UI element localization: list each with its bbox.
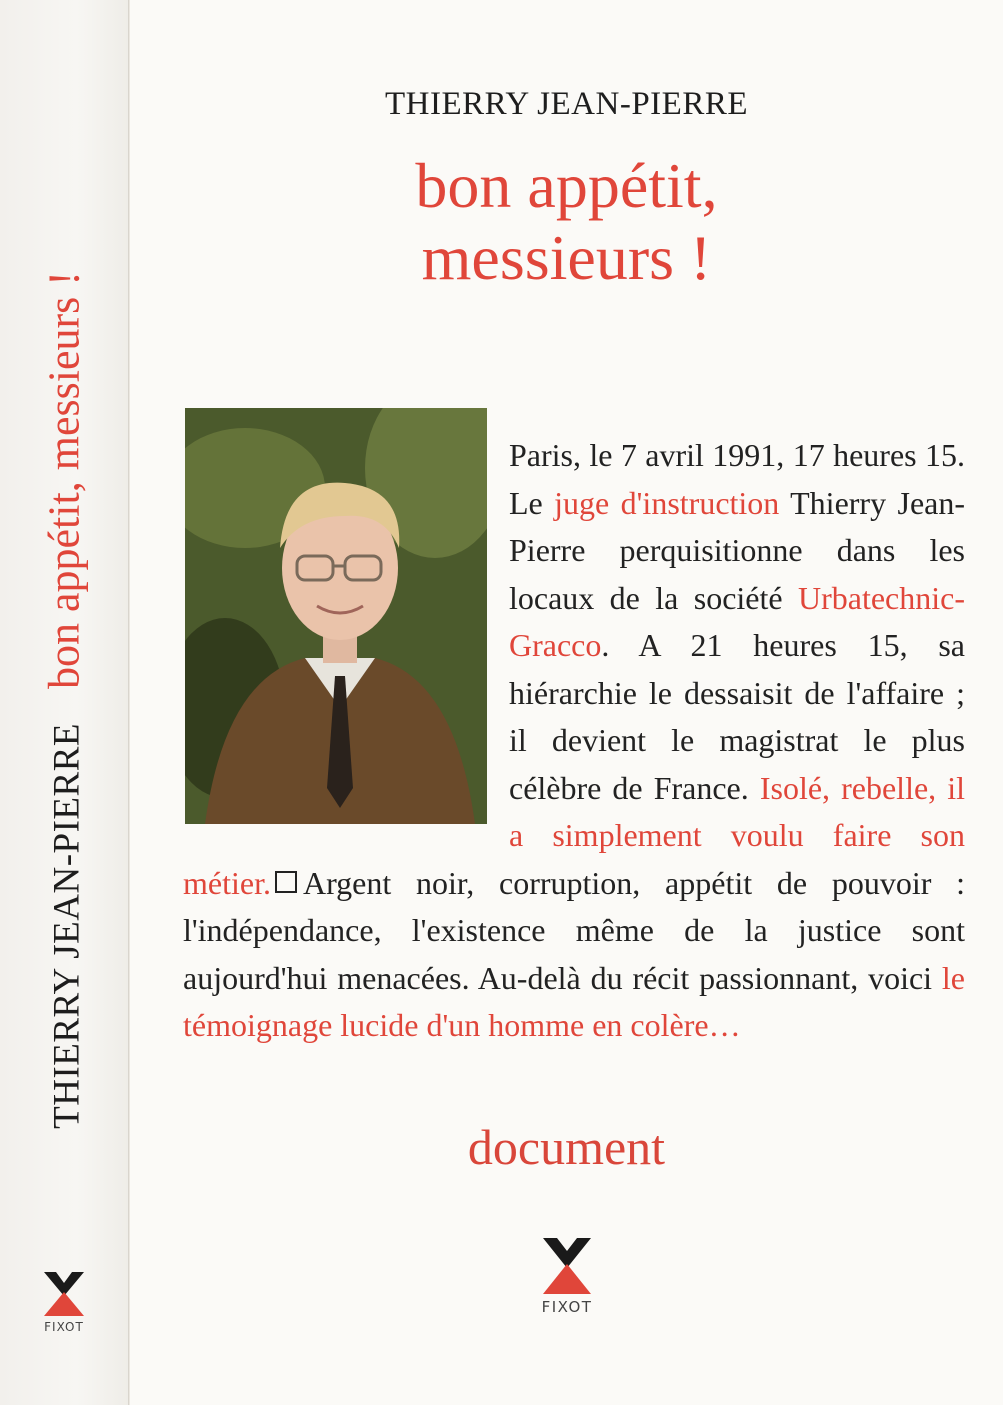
fixot-logo-icon [543, 1238, 591, 1294]
title-line-2: messieurs ! [421, 222, 712, 293]
cover-title [130, 150, 1003, 294]
blurb-segment-3: . A 21 heures 15, sa hiérarchie le dessaisit de l'affaire ; il devient le magistrat le plus célèbre de France. [509, 627, 965, 806]
blurb-segment-4: Argent noir, corruption, appétit de pouvoir : l'indépendance, l'existence même de la justice sont aujourd'hui menacées. Au-delà du récit passionnant, voici [183, 864, 965, 996]
square-box-icon [275, 871, 297, 893]
front-cover [130, 0, 1003, 1405]
fixot-logo-icon [44, 1272, 84, 1316]
cover-publisher-name: FIXOT [541, 1298, 593, 1316]
cover-blurb [183, 432, 965, 1050]
blurb-segment-1: Paris, le 7 avril 1991, 17 heures 15. Le [509, 437, 965, 521]
blurb-highlight-juge: juge d'instruction [554, 484, 780, 521]
cover-author: THIERRY JEAN-PIERRE [384, 86, 749, 122]
spine-publisher-name: FIXOT [44, 1320, 84, 1334]
spine-title: bon appétit, messieurs ! [39, 271, 89, 690]
book-spine [0, 0, 129, 1405]
blurb-segment-2: Thierry Jean-Pierre perquisitionne dans les locaux de la société [509, 484, 965, 616]
cover-genre: document [467, 1119, 666, 1175]
title-line-1: bon appétit, [415, 150, 718, 221]
blurb-highlight-testimony: le témoignage lucide d'un homme en colère… [183, 959, 965, 1043]
blurb-highlight-company: Urbatechnic-Gracco [509, 579, 965, 663]
blurb-highlight-rebel: Isolé, rebelle, il a simplement voulu faire son métier. [183, 769, 966, 901]
spine-author: THIERRY JEAN-PIERRE [46, 723, 88, 1129]
spine-publisher-logo [28, 1272, 100, 1334]
spine-text [39, 271, 90, 1129]
cover-publisher-logo [532, 1238, 602, 1316]
